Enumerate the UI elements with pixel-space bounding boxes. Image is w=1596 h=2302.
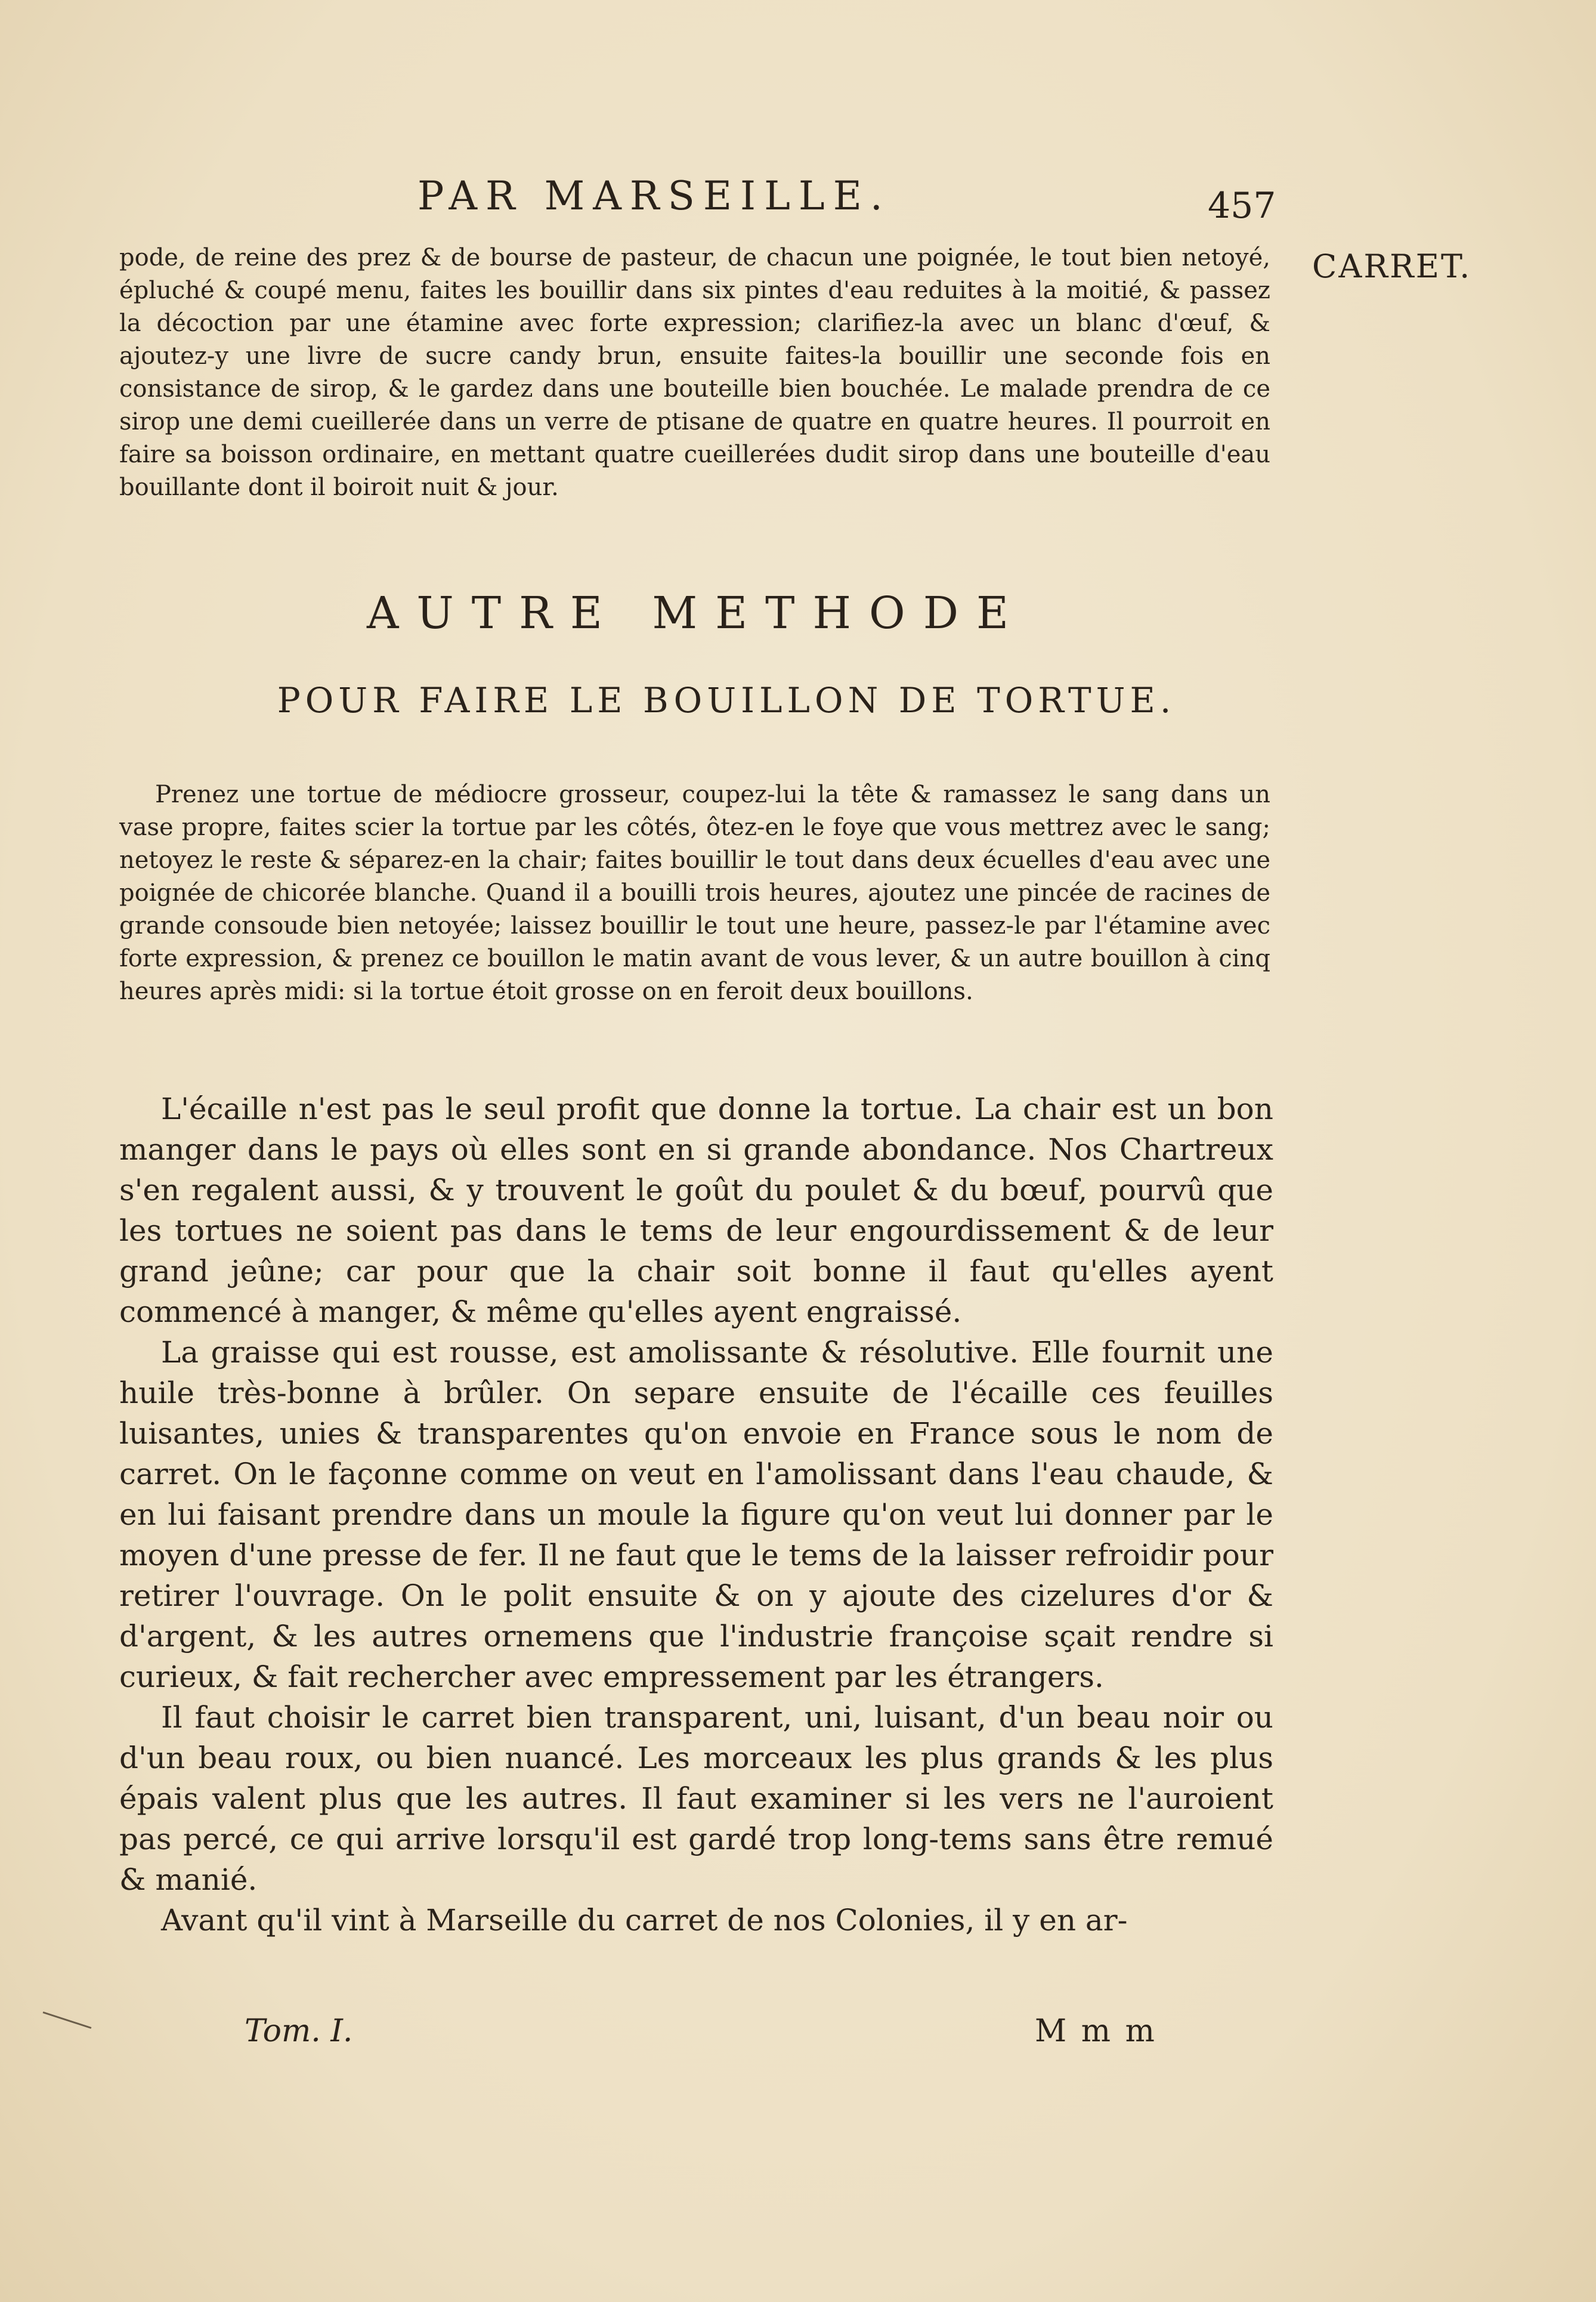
gathering-signature: M m m xyxy=(1035,2013,1157,2049)
volume-signature: Tom. I. xyxy=(245,2013,353,2049)
edge-mark xyxy=(43,2011,92,2029)
main-text xyxy=(119,1089,1273,1941)
page-number: 457 xyxy=(1208,185,1276,227)
paragraph-tortue-recipe: Prenez une tortue de médiocre grosseur, coupez-lui la tête & ramassez le sang dans un vase propre, faites scier la tortue par les côtés, ôtez-en le foye que vous mettrez avec le sang; netoyez le reste & séparez-en la chair; faites bouillir le tout dans deux écuelles d'eau avec une poignée de chicorée blanche. Quand il a bouilli trois heures, ajoutez une pincée de racines de grande consoude bien netoyée; laissez bouillir le tout une heure, passez-le par l'étamine avec forte expression, & prenez ce bouillon le matin avant de vous lever, & un autre bouillon à cinq heures après midi: si la tortue étoit grosse on en feroit deux bouillons. xyxy=(119,781,1270,1005)
running-head: PAR MARSEILLE. xyxy=(417,173,891,219)
margin-note: CARRET. xyxy=(1312,248,1472,285)
paragraph-choisir-carret: Il faut choisir le carret bien transparent, uni, luisant, d'un beau noir ou d'un beau roux, ou bien nuancé. Les morceaux les plus grands & les plus épais valent plus que les autres. Il faut examiner si les vers ne l'auroient pas percé, ce qui arrive lorsqu'il est gardé trop long-tems sans être remué & manié. xyxy=(119,1700,1273,1897)
paragraph-marseille: Avant qu'il vint à Marseille du carret de nos Colonies, il y en ar- xyxy=(161,1903,1128,1938)
section-heading: AUTRE METHODE xyxy=(366,588,1027,639)
section-subheading: POUR FAIRE LE BOUILLON DE TORTUE. xyxy=(277,680,1176,721)
paragraph-graisse: La graisse qui est rousse, est amolissante & résolutive. Elle fournit une huile très-bonne à brûler. On separe ensuite de l'écaille ces feuilles luisantes, unies & transparentes qu'on envoie en France sous le nom de carret. On le façonne comme on veut en l'amolissant dans l'eau chaude, & en lui faisant prendre dans un moule la figure qu'on veut lui donner par le moyen d'une presse de fer. Il ne faut que le tems de la laisser refroidir pour retirer l'ouvrage. On le polit ensuite & on y ajoute des cizelures d'or & d'argent, & les autres ornemens que l'industrie françoise sçait rendre si curieux, & fait rechercher avec empressement par les étrangers. xyxy=(119,1335,1273,1694)
paragraph-syrup-recipe: pode, de reine des prez & de bourse de pasteur, de chacun une poignée, le tout bien netoyé, épluché & coupé menu, faites les bouillir dans six pintes d'eau reduites à la moitié, & passez la décoction par une étamine avec forte expression; clarifiez-la avec un blanc d'œuf, & ajoutez-y une livre de sucre candy brun, ensuite faites-la bouillir une seconde fois en consistance de sirop, & le gardez dans une bouteille bien bouchée. Le malade prendra de ce sirop une demi cueillerée dans un verre de ptisane de quatre en quatre heures. Il pourroit en faire sa boisson ordinaire, en mettant quatre cueillerées dudit sirop dans une bouteille d'eau bouillante dont il boiroit nuit & jour. xyxy=(119,244,1270,501)
paragraph-ecaille: L'écaille n'est pas le seul profit que donne la tortue. La chair est un bon manger dans le pays où elles sont en si grande abondance. Nos Chartreux s'en regalent aussi, & y trouvent le goût du poulet & du bœuf, pourvû que les tortues ne soient pas dans le tems de leur engourdissement & de leur grand jeûne; car pour que la chair soit bonne il faut qu'elles ayent commencé à manger, & même qu'elles ayent engraissé. xyxy=(119,1092,1273,1329)
